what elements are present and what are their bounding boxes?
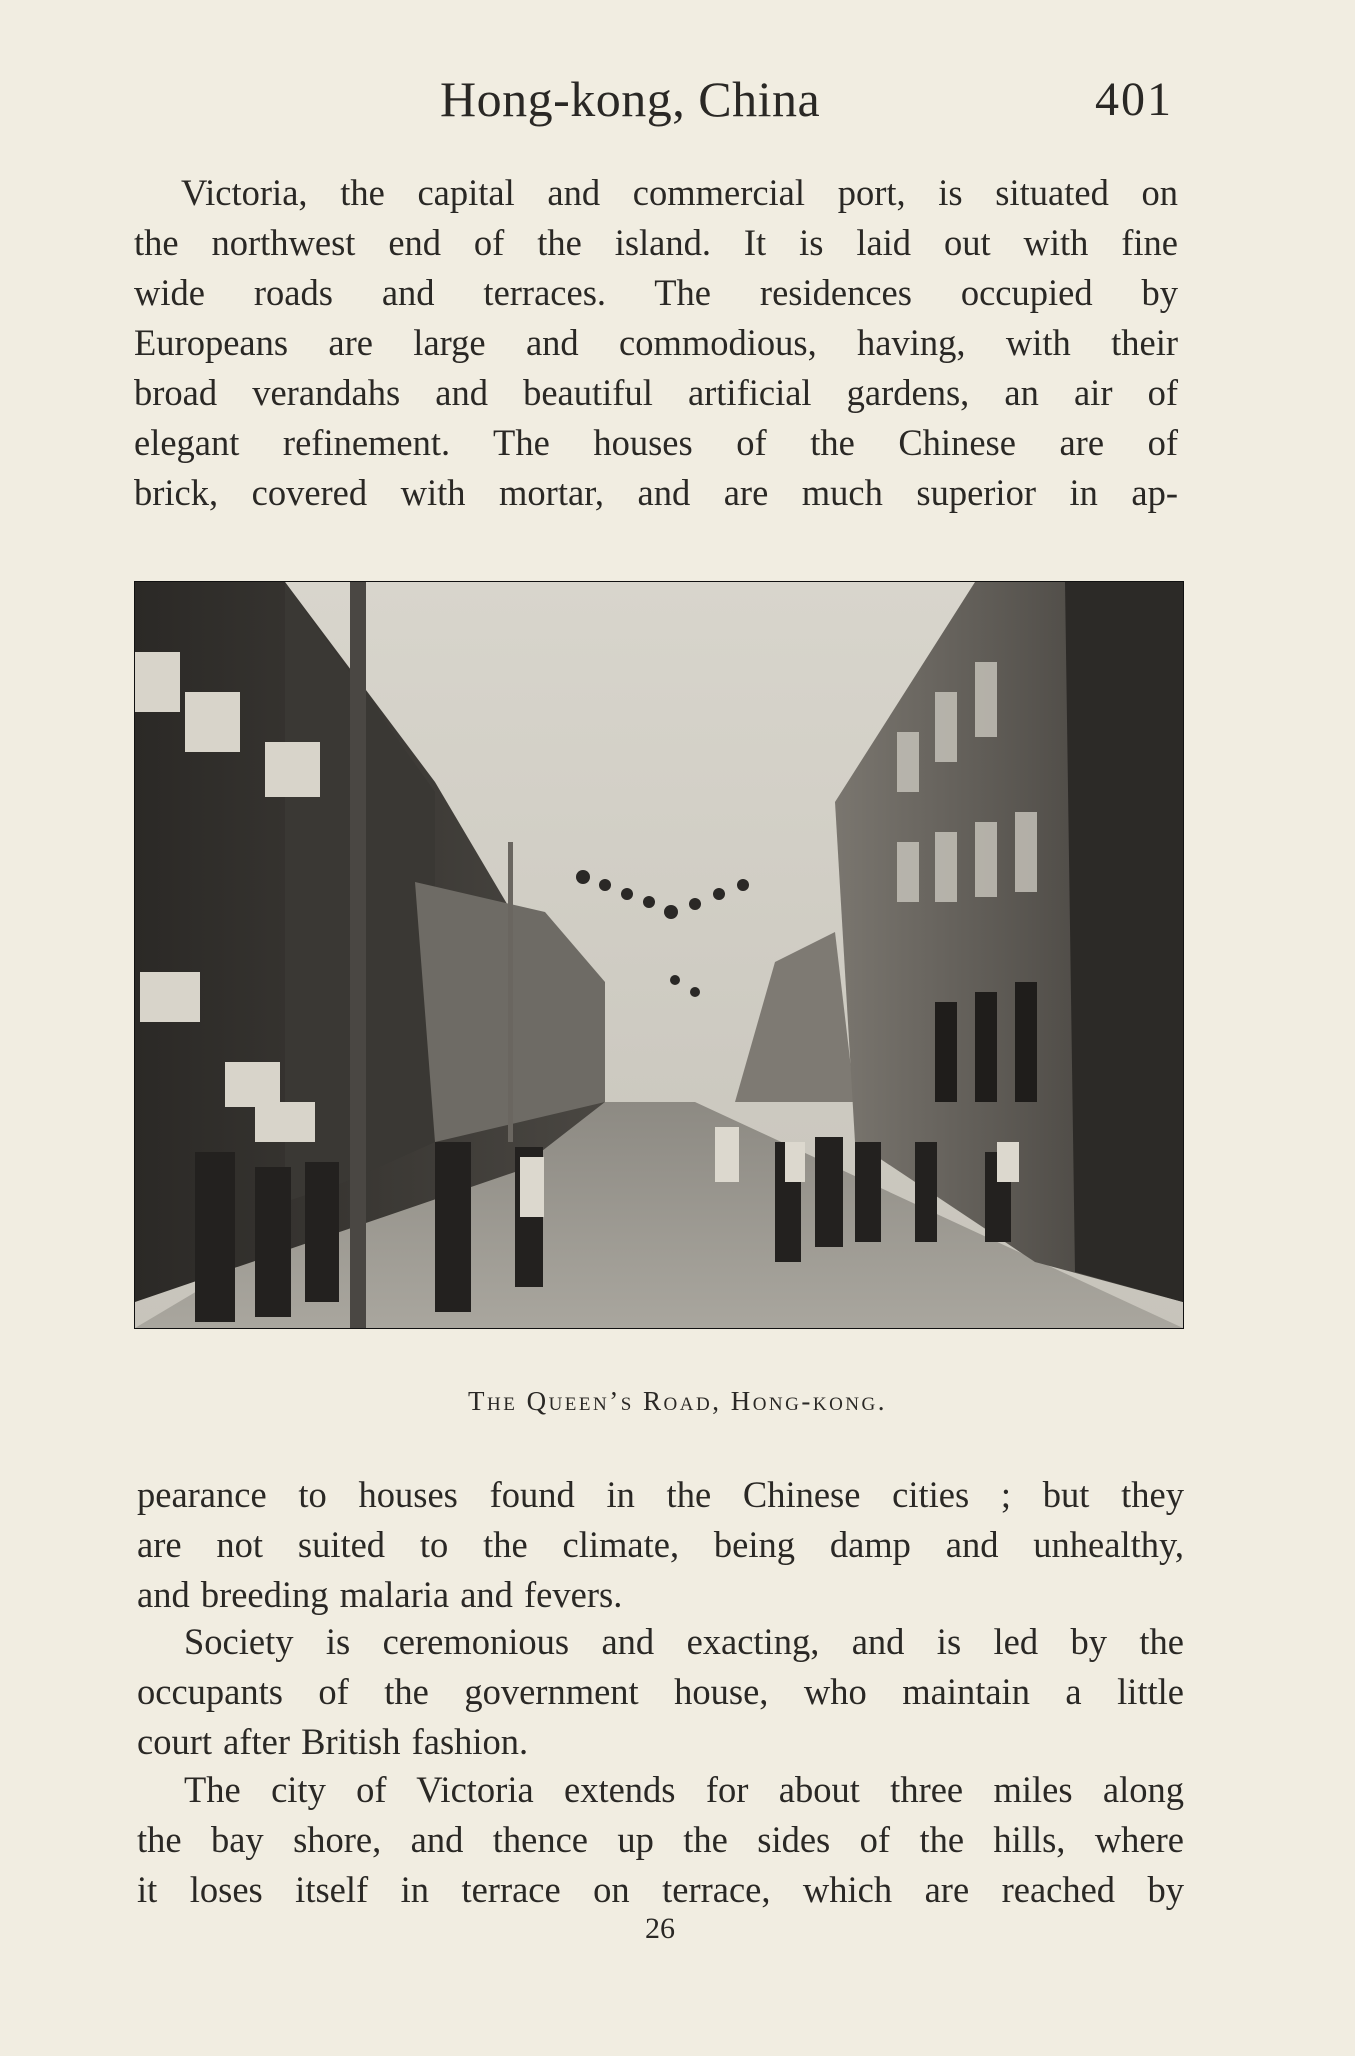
text-line: Europeans are large and commodious, having, with their: [134, 322, 1178, 363]
text-line: it loses itself in terrace on terrace, which are reached by: [137, 1869, 1184, 1910]
text-line: court after British fashion.: [137, 1721, 529, 1762]
signature-mark: 26: [645, 1912, 675, 1945]
text-line: The city of Victoria extends for about three miles along: [184, 1769, 1184, 1810]
paragraph-society: [137, 1617, 1184, 1767]
text-line: pearance to houses found in the Chinese cities ; but they: [137, 1474, 1184, 1515]
paragraph-city-extent: [137, 1765, 1184, 1915]
figure-caption: [0, 1386, 1355, 1417]
text-line: the northwest end of the island. It is laid out with fine: [134, 222, 1178, 263]
paragraph-continuation: [137, 1470, 1184, 1620]
running-title: Hong-kong, China: [440, 71, 821, 127]
paragraph-victoria: [134, 168, 1178, 518]
text-line: wide roads and terraces. The residences occupied by: [134, 272, 1178, 313]
text-line: Victoria, the capital and commercial port, is situated on: [181, 172, 1178, 213]
text-line: are not suited to the climate, being damp and unhealthy,: [137, 1524, 1184, 1565]
text-line: and breeding malaria and fevers.: [137, 1574, 623, 1615]
text-line: brick, covered with mortar, and are much superior in ap-: [134, 472, 1178, 513]
street-photograph: [134, 581, 1184, 1329]
running-head: [0, 70, 1355, 130]
text-line: broad verandahs and beautiful artificial gardens, an air of: [134, 372, 1178, 413]
caption-text: The Queen’s Road, Hong-kong.: [468, 1386, 887, 1416]
text-line: Society is ceremonious and exacting, and is led by the: [184, 1621, 1184, 1662]
street-photograph-drawing: [135, 582, 1183, 1328]
text-line: the bay shore, and thence up the sides of the hills, where: [137, 1819, 1184, 1860]
text-line: occupants of the government house, who maintain a little: [137, 1671, 1184, 1712]
page-number: 401: [1095, 73, 1173, 126]
text-line: elegant refinement. The houses of the Chinese are of: [134, 422, 1178, 463]
